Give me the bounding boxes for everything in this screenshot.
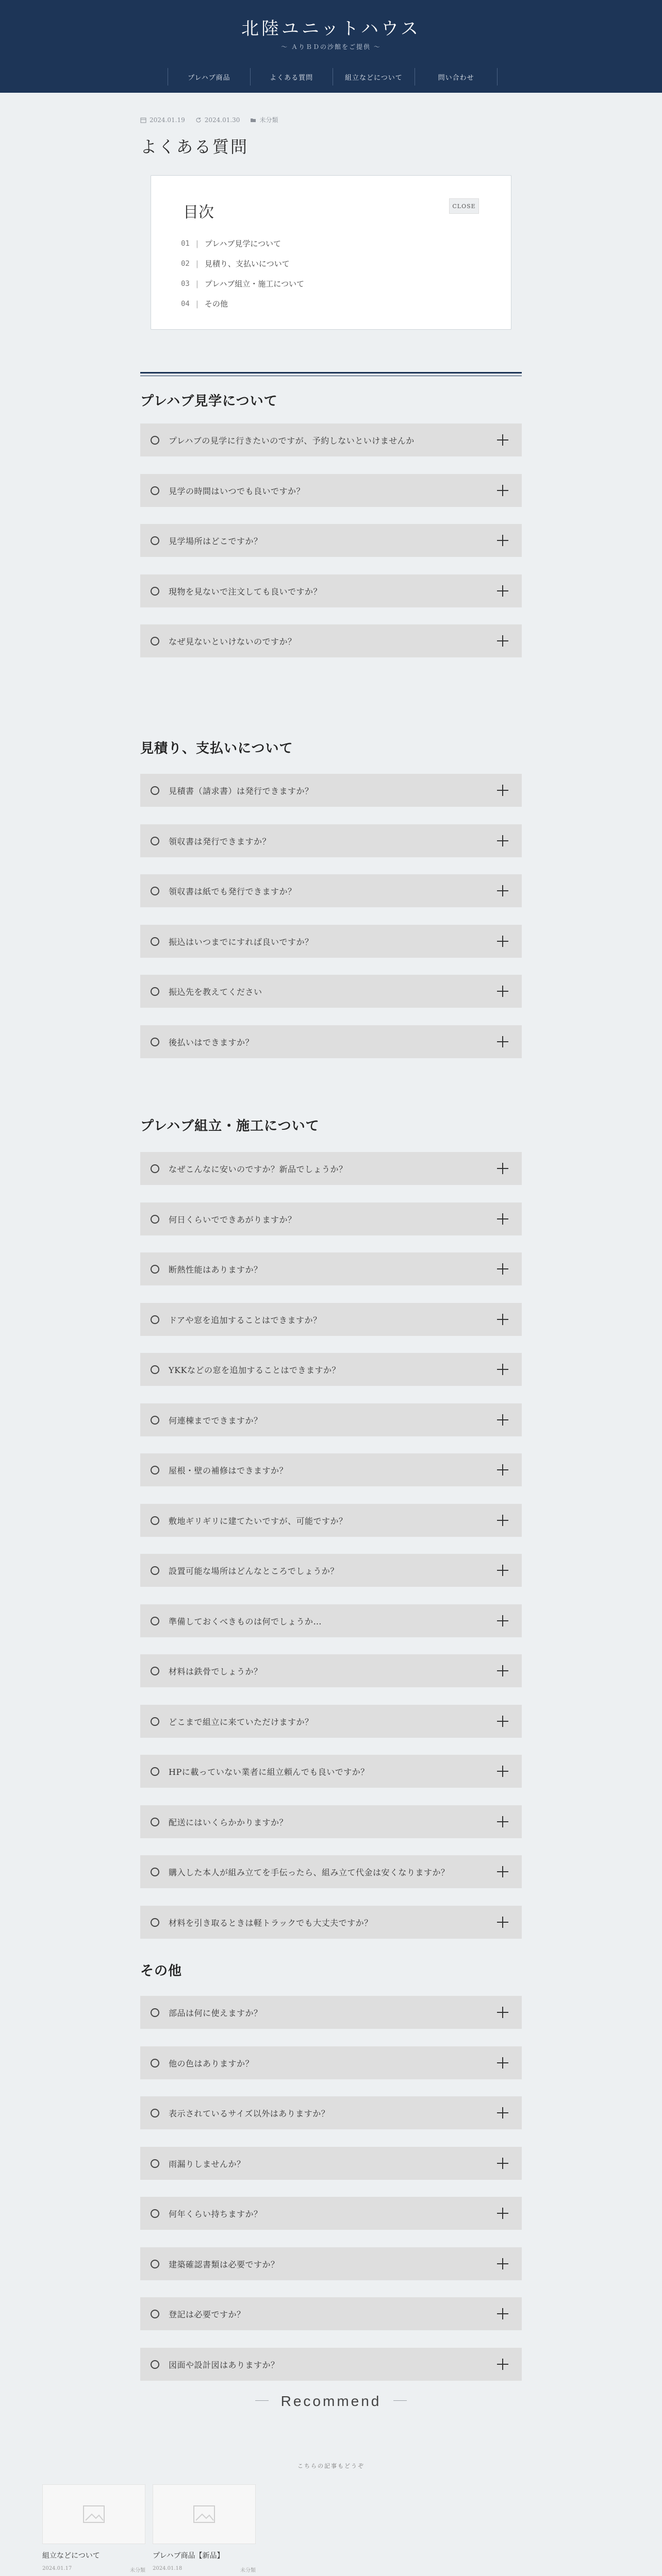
faq-question: 準備しておくべきものは何でしょうか… (169, 1616, 322, 1626)
expand-plus-icon[interactable] (497, 1036, 508, 1047)
faq-item[interactable] (140, 1303, 522, 1336)
faq-item[interactable] (140, 2348, 522, 2381)
card-date: 2024.01.18 (153, 2566, 183, 2571)
faq-item[interactable] (140, 975, 522, 1008)
faq-question: 表示されているサイズ以外はありますか？ (169, 2108, 330, 2119)
expand-plus-icon[interactable] (497, 1665, 508, 1676)
expand-plus-icon[interactable] (497, 1515, 508, 1526)
card-date: 2024.01.17 (42, 2566, 72, 2571)
question-circle-icon (151, 1315, 159, 1324)
faq-question: どこまで組立に来ていただけますか？ (169, 1717, 313, 1727)
global-nav (168, 68, 498, 86)
faq-item[interactable] (140, 423, 522, 456)
question-circle-icon (151, 436, 159, 445)
faq-question: 雨漏りしませんか？ (169, 2159, 245, 2169)
card-thumbnail[interactable] (42, 2484, 145, 2544)
faq-item[interactable] (140, 1252, 522, 1285)
question-circle-icon (151, 987, 159, 996)
updated-date-text: 2024.01.30 (204, 116, 240, 124)
expand-plus-icon[interactable] (497, 2308, 508, 2319)
card-title[interactable]: プレハブ商品【新品】 (153, 2552, 224, 2560)
faq-question: 設置可能な場所はどんなところでしょうか？ (169, 1566, 339, 1576)
expand-plus-icon[interactable] (497, 2107, 508, 2119)
table-of-contents (151, 175, 511, 330)
faq-item[interactable] (140, 1025, 522, 1058)
faq-item[interactable] (140, 1202, 522, 1235)
faq-question: 配送にはいくらかかりますか？ (169, 1817, 288, 1827)
faq-item[interactable] (140, 1705, 522, 1738)
expand-plus-icon[interactable] (497, 1866, 508, 1877)
faq-question: 見学の時間はいつでも良いですか？ (169, 486, 305, 496)
updated-date (195, 116, 240, 124)
nav-item-assembly[interactable]: 組立などについて (333, 68, 415, 86)
question-circle-icon (151, 1466, 159, 1475)
expand-plus-icon[interactable] (497, 1213, 508, 1225)
post-meta (140, 115, 278, 124)
toc-item-label: その他 (204, 299, 228, 309)
expand-plus-icon[interactable] (497, 785, 508, 796)
published-date-text: 2024.01.19 (150, 116, 185, 124)
nav-item-contact[interactable]: 問い合わせ (415, 68, 498, 86)
faq-question: 見学場所はどこですか？ (169, 536, 262, 546)
faq-item[interactable] (140, 2046, 522, 2079)
faq-question: 領収書は紙でも発行できますか？ (169, 886, 296, 896)
page-title: よくある質問 (140, 137, 249, 157)
question-circle-icon (151, 1717, 159, 1726)
expand-plus-icon[interactable] (497, 485, 508, 496)
question-circle-icon (151, 937, 159, 946)
faq-item[interactable] (140, 774, 522, 807)
card-category: 未分類 (240, 2568, 256, 2573)
faq-question: なぜ見ないといけないのですか？ (169, 636, 296, 647)
faq-question: 振込先を教えてください (169, 987, 262, 997)
faq-item[interactable] (140, 2247, 522, 2280)
expand-plus-icon[interactable] (497, 885, 508, 896)
toc-item[interactable] (181, 233, 304, 253)
faq-question: 建築確認書類は必要ですか？ (169, 2259, 279, 2269)
refresh-icon (195, 117, 202, 123)
expand-plus-icon[interactable] (497, 986, 508, 997)
faq-question: 現物を見ないで注文しても良いですか？ (169, 586, 322, 597)
toc-separator: | (195, 239, 198, 248)
expand-plus-icon[interactable] (497, 2258, 508, 2269)
toc-item-number: 02 (181, 259, 190, 268)
expand-plus-icon[interactable] (497, 1716, 508, 1727)
expand-plus-icon[interactable] (497, 434, 508, 446)
question-circle-icon (151, 837, 159, 845)
faq-item[interactable] (140, 524, 522, 557)
category-text: 未分類 (259, 116, 278, 124)
card-category: 未分類 (130, 2568, 145, 2573)
question-circle-icon (151, 1918, 159, 1927)
toc-item[interactable] (181, 294, 304, 314)
faq-item[interactable] (140, 1906, 522, 1939)
expand-plus-icon[interactable] (497, 635, 508, 647)
expand-plus-icon[interactable] (497, 1314, 508, 1325)
question-circle-icon (151, 786, 159, 795)
folder-icon (250, 117, 256, 123)
expand-plus-icon[interactable] (497, 1263, 508, 1275)
faq-question: 登記は必要ですか？ (169, 2309, 245, 2319)
site-tagline: 〜 ＡりＢＤの沙館をご提供 〜 (281, 43, 381, 50)
faq-item[interactable] (140, 1504, 522, 1537)
toc-separator: | (195, 299, 198, 309)
question-circle-icon (151, 2109, 159, 2117)
toc-close-button[interactable]: CLOSE (449, 198, 479, 214)
question-circle-icon (151, 1215, 159, 1224)
faq-item[interactable] (140, 1353, 522, 1386)
expand-plus-icon[interactable] (497, 1464, 508, 1476)
expand-plus-icon[interactable] (497, 1615, 508, 1626)
nav-item-faq[interactable]: よくある質問 (250, 68, 333, 86)
question-circle-icon (151, 1767, 159, 1776)
faq-item[interactable] (140, 624, 522, 657)
faq-item[interactable] (140, 1554, 522, 1587)
site-title[interactable]: 北陸ユニットハウス (241, 19, 421, 39)
image-placeholder-icon (82, 2505, 105, 2523)
toc-separator: | (195, 259, 198, 268)
question-circle-icon (151, 536, 159, 545)
faq-item[interactable] (140, 2197, 522, 2230)
expand-plus-icon[interactable] (497, 1163, 508, 1174)
question-circle-icon (151, 2059, 159, 2067)
expand-plus-icon[interactable] (497, 2057, 508, 2069)
recommend-line-right (393, 2400, 407, 2401)
expand-plus-icon[interactable] (497, 1917, 508, 1928)
faq-item[interactable] (140, 824, 522, 857)
faq-item[interactable] (140, 874, 522, 907)
toc-item-number: 04 (181, 299, 190, 308)
toc-item[interactable] (181, 253, 304, 274)
card-meta (42, 2566, 145, 2573)
question-circle-icon (151, 1416, 159, 1425)
recommend-card[interactable] (42, 2484, 145, 2576)
recommend-subtitle: こちらの記事もどうぞ (297, 2463, 365, 2469)
section-title: その他 (140, 1963, 183, 1979)
faq-item[interactable] (140, 1403, 522, 1436)
toc-item[interactable] (181, 274, 304, 294)
faq-item[interactable] (140, 574, 522, 607)
question-circle-icon (151, 2310, 159, 2318)
faq-question: YKKなどの窓を追加することはできますか？ (169, 1365, 340, 1375)
question-circle-icon (151, 1365, 159, 1374)
expand-plus-icon[interactable] (497, 2007, 508, 2018)
faq-question: 見積書（請求書）は発行できますか？ (169, 786, 313, 796)
section-divider (140, 372, 522, 376)
question-circle-icon (151, 637, 159, 646)
question-circle-icon (151, 1667, 159, 1675)
question-circle-icon (151, 486, 159, 495)
faq-item[interactable] (140, 1996, 522, 2029)
faq-item[interactable] (140, 1654, 522, 1687)
faq-question: 図面や設計図はありますか？ (169, 2360, 279, 2370)
question-circle-icon (151, 587, 159, 596)
category-badge[interactable] (250, 115, 278, 124)
site-header (0, 0, 662, 93)
faq-question: 材料は鉄骨でしょうか？ (169, 1666, 262, 1676)
toc-item-number: 03 (181, 279, 190, 288)
question-circle-icon (151, 2260, 159, 2268)
expand-plus-icon[interactable] (497, 1816, 508, 1827)
faq-question: 部品は何に使えますか？ (169, 2008, 262, 2018)
question-circle-icon (151, 1617, 159, 1625)
section-title: 見積り、支払いについて (140, 741, 293, 756)
faq-question: なぜこんなに安いのですか？新品でしょうか？ (169, 1164, 347, 1174)
question-circle-icon (151, 1566, 159, 1575)
faq-item[interactable] (140, 1453, 522, 1486)
expand-plus-icon[interactable] (497, 1766, 508, 1777)
faq-question: 振込はいつまでにすれば良いですか？ (169, 937, 313, 947)
expand-plus-icon[interactable] (497, 2359, 508, 2370)
faq-item[interactable] (140, 474, 522, 507)
faq-question: HPに載っていない業者に組立頼んでも良いですか？ (169, 1767, 369, 1777)
question-circle-icon (151, 1265, 159, 1274)
nav-item-products[interactable]: プレハブ商品 (168, 68, 250, 86)
faq-question: 断熱性能はありますか？ (169, 1264, 262, 1275)
expand-plus-icon[interactable] (497, 1364, 508, 1375)
expand-plus-icon[interactable] (497, 936, 508, 947)
faq-question: 何年くらい持ちますか？ (169, 2209, 262, 2219)
question-circle-icon (151, 2360, 159, 2369)
section-title: プレハブ見学について (140, 394, 278, 409)
toc-item-label: プレハブ見学について (204, 239, 281, 248)
toc-item-label: 見積り、支払いについて (204, 259, 290, 268)
question-circle-icon (151, 1818, 159, 1826)
faq-question: 敷地ギリギリに建てたいですが、可能ですか？ (169, 1516, 347, 1526)
faq-item[interactable] (140, 925, 522, 958)
faq-question: 後払いはできますか？ (169, 1037, 254, 1047)
published-date (140, 116, 185, 124)
expand-plus-icon[interactable] (497, 1565, 508, 1576)
card-title[interactable]: 組立などについて (42, 2552, 100, 2560)
faq-item[interactable] (140, 2096, 522, 2129)
toc-list (181, 233, 304, 314)
toc-separator: | (195, 279, 198, 289)
expand-plus-icon[interactable] (497, 2158, 508, 2169)
question-circle-icon (151, 2008, 159, 2017)
calendar-icon (140, 117, 146, 123)
faq-question: 何日くらいでできあがりますか？ (169, 1214, 296, 1225)
question-circle-icon (151, 2159, 159, 2168)
toc-item-label: プレハブ組立・施工について (204, 279, 304, 289)
faq-item[interactable] (140, 2297, 522, 2330)
question-circle-icon (151, 2209, 159, 2218)
faq-item[interactable] (140, 1755, 522, 1788)
question-circle-icon (151, 1868, 159, 1876)
faq-question: 屋根・壁の補修はできますか？ (169, 1465, 288, 1476)
faq-item[interactable] (140, 1855, 522, 1888)
expand-plus-icon[interactable] (497, 535, 508, 546)
question-circle-icon (151, 887, 159, 895)
question-circle-icon (151, 1164, 159, 1173)
card-meta (153, 2566, 256, 2573)
recommend-title: Recommend (280, 2393, 382, 2409)
expand-plus-icon[interactable] (497, 2208, 508, 2219)
expand-plus-icon[interactable] (497, 585, 508, 597)
toc-item-number: 01 (181, 239, 190, 248)
card-thumbnail[interactable] (153, 2484, 256, 2544)
toc-title: 目次 (183, 204, 214, 222)
faq-question: プレハブの見学に行きたいのですが、予約しないといけませんか (169, 435, 415, 446)
expand-plus-icon[interactable] (497, 835, 508, 846)
faq-item[interactable] (140, 2147, 522, 2180)
faq-question: 他の色はありますか？ (169, 2058, 254, 2069)
faq-item[interactable] (140, 1604, 522, 1637)
question-circle-icon (151, 1516, 159, 1525)
recommend-card[interactable] (153, 2484, 256, 2576)
faq-question: 購入した本人が組み立てを手伝ったら、組み立て代金は安くなりますか？ (169, 1867, 450, 1877)
image-placeholder-icon (193, 2505, 216, 2523)
faq-question: 領収書は発行できますか？ (169, 836, 271, 846)
faq-question: ドアや窓を追加することはできますか？ (169, 1315, 322, 1325)
faq-item[interactable] (140, 1805, 522, 1838)
section-title: プレハブ組立・施工について (140, 1118, 320, 1134)
faq-question: 材料を引き取るときは軽トラックでも大丈夫ですか？ (169, 1918, 373, 1928)
faq-item[interactable] (140, 1152, 522, 1185)
expand-plus-icon[interactable] (497, 1414, 508, 1426)
recommend-heading (0, 2393, 662, 2409)
faq-question: 何連棟までできますか？ (169, 1415, 262, 1426)
question-circle-icon (151, 1038, 159, 1046)
